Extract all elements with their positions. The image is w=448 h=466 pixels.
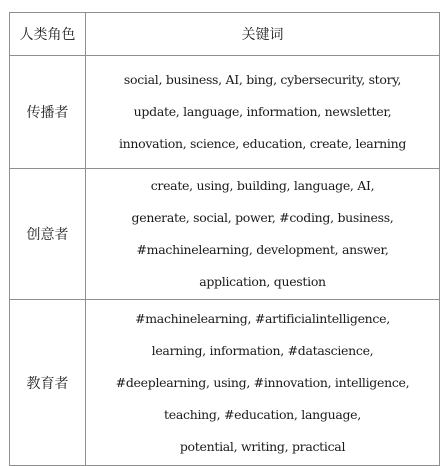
keyword-line: potential, writing, practical bbox=[179, 438, 346, 454]
keyword-line: #machinelearning, #artificialintelligence, bbox=[135, 310, 390, 326]
keywords-cell bbox=[86, 300, 440, 466]
table-header-row bbox=[10, 13, 440, 56]
keyword-line: learning, information, #datascience, bbox=[151, 342, 374, 358]
keyword-line: social, business, AI, bing, cybersecurity, story, bbox=[123, 72, 402, 87]
keyword-line: update, language, information, newsletter, bbox=[133, 104, 392, 119]
keyword-line: teaching, #education, language, bbox=[164, 406, 361, 422]
role-cell: 传播者 bbox=[10, 56, 86, 169]
keyword-line: application, question bbox=[199, 274, 326, 289]
keywords-cell bbox=[86, 169, 440, 300]
role-cell: 教育者 bbox=[10, 300, 86, 466]
keywords-cell bbox=[86, 56, 440, 169]
role-keywords-table bbox=[9, 12, 440, 466]
keyword-line: #machinelearning, development, answer, bbox=[136, 242, 389, 257]
role-cell: 创意者 bbox=[10, 169, 86, 300]
table-row bbox=[10, 169, 440, 300]
keyword-line: generate, social, power, #coding, business, bbox=[131, 210, 394, 225]
table-row bbox=[10, 300, 440, 466]
table-row bbox=[10, 56, 440, 169]
header-keywords: 关键词 bbox=[86, 13, 440, 56]
keyword-line: #deeplearning, using, #innovation, intelligence, bbox=[115, 374, 410, 390]
header-role: 人类角色 bbox=[10, 13, 86, 56]
keyword-line: innovation, science, education, create, learning bbox=[118, 136, 407, 151]
keyword-line: create, using, building, language, AI, bbox=[150, 178, 375, 193]
